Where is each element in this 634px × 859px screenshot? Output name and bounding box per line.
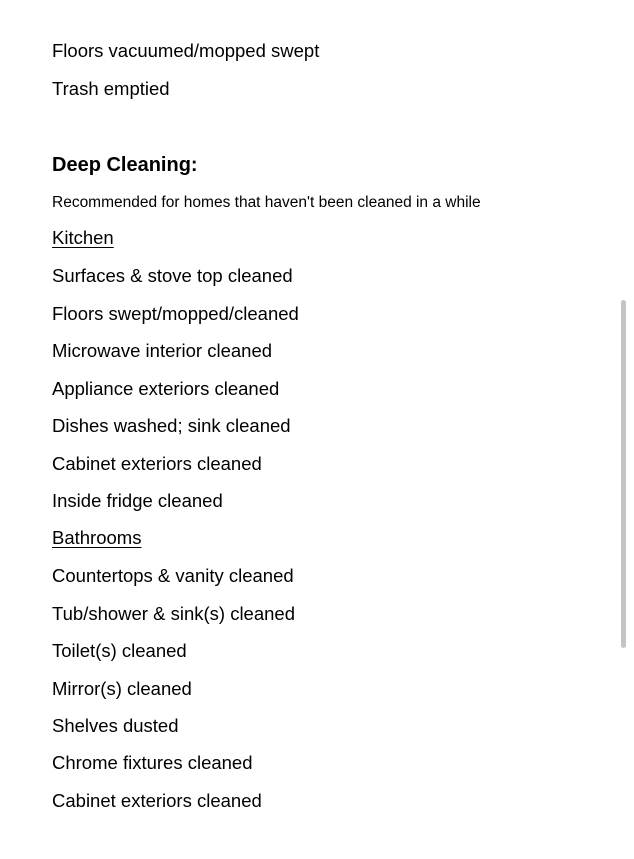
section-title: Deep Cleaning: bbox=[52, 154, 198, 176]
list-item: Tub/shower & sink(s) cleaned bbox=[52, 603, 296, 624]
list-item: Inside fridge cleaned bbox=[52, 490, 223, 511]
bathrooms-heading: Bathrooms bbox=[52, 527, 142, 548]
list-item: Mirror(s) cleaned bbox=[52, 678, 192, 699]
vertical-scrollbar[interactable] bbox=[621, 300, 626, 648]
list-item: Floors swept/mopped/cleaned bbox=[52, 303, 299, 324]
list-item: Trash emptied bbox=[52, 78, 170, 99]
list-item: Surfaces & stove top cleaned bbox=[52, 265, 293, 286]
list-item: Toilet(s) cleaned bbox=[52, 640, 187, 661]
list-item: Appliance exteriors cleaned bbox=[52, 378, 280, 399]
list-item: Microwave interior cleaned bbox=[52, 340, 273, 361]
list-item: Chrome fixtures cleaned bbox=[52, 752, 253, 773]
list-item: Floors vacuumed/mopped swept bbox=[52, 40, 320, 61]
kitchen-heading: Kitchen bbox=[52, 227, 114, 248]
list-item: Cabinet exteriors cleaned bbox=[52, 453, 262, 474]
list-item: Countertops & vanity cleaned bbox=[52, 565, 294, 586]
section-subtitle: Recommended for homes that haven't been cleaned in a while bbox=[52, 194, 481, 211]
list-item: Shelves dusted bbox=[52, 715, 179, 736]
list-item: Dishes washed; sink cleaned bbox=[52, 415, 291, 436]
list-item: Cabinet exteriors cleaned bbox=[52, 790, 262, 811]
